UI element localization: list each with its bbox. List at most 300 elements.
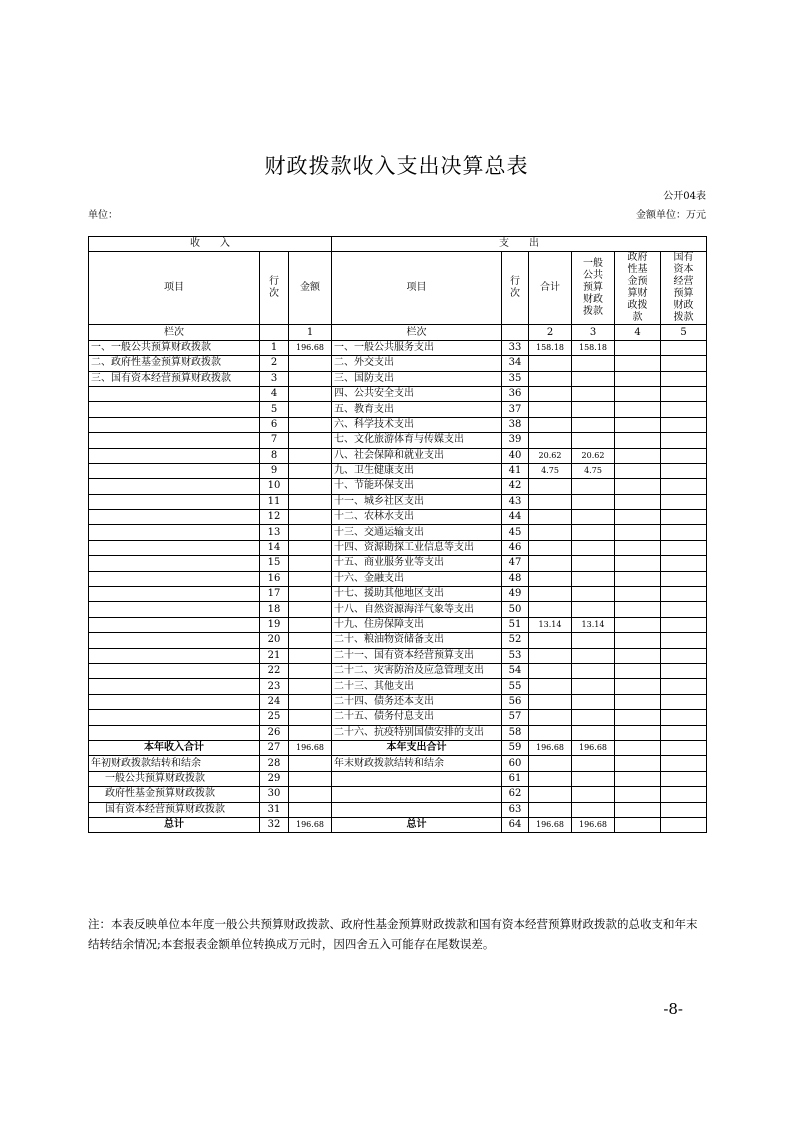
- general-budget-amount: [572, 433, 615, 448]
- column-index-blank: [502, 325, 529, 340]
- table-row: [89, 633, 707, 648]
- fund-budget-amount: [615, 448, 661, 463]
- total-amount: [529, 710, 572, 725]
- expense-item: 总计: [332, 817, 502, 832]
- column-index-1: 1: [289, 325, 332, 340]
- fund-budget-amount: [615, 540, 661, 555]
- table-row: [89, 756, 707, 771]
- footnote: 注：本表反映单位本年度一般公共预算财政拨款、政府性基金预算财政拨款和国有资本经营预算财政拨款的总收支和年末结转结余情况;本套报表金额单位转换成万元时，因四舍五入可能存在尾数误差。: [88, 917, 698, 951]
- column-index-5: 5: [661, 325, 707, 340]
- state-capital-amount: [661, 633, 707, 648]
- state-capital-amount: [661, 725, 707, 740]
- income-amount: [289, 710, 332, 725]
- income-row-no: 20: [260, 633, 289, 648]
- income-row-no: 11: [260, 494, 289, 509]
- amount-unit-label: 金额单位：万元: [636, 210, 706, 221]
- total-amount: [529, 587, 572, 602]
- fund-budget-amount: [615, 494, 661, 509]
- state-capital-amount: [661, 340, 707, 355]
- expense-item: [332, 802, 502, 817]
- total-amount: [529, 540, 572, 555]
- expense-row-no: 60: [502, 756, 529, 771]
- income-row-no: 30: [260, 787, 289, 802]
- expense-item: 二、外交支出: [332, 356, 502, 371]
- column-index-label: 栏次: [89, 325, 260, 340]
- income-item: [89, 417, 260, 432]
- general-budget-amount: 13.14: [572, 617, 615, 632]
- fund-budget-amount: [615, 510, 661, 525]
- fund-budget-amount: [615, 679, 661, 694]
- fund-budget-amount: [615, 787, 661, 802]
- table-row: [89, 648, 707, 663]
- fund-budget-amount: [615, 663, 661, 678]
- income-row-no: 29: [260, 771, 289, 786]
- expense-item: 二十六、抗疫特别国债安排的支出: [332, 725, 502, 740]
- income-row-no: 14: [260, 540, 289, 555]
- total-amount: [529, 679, 572, 694]
- expense-row-no: 50: [502, 602, 529, 617]
- expense-item: 七、文化旅游体育与传媒支出: [332, 433, 502, 448]
- income-row-no: 22: [260, 663, 289, 678]
- table-row: [89, 571, 707, 586]
- total-amount: [529, 494, 572, 509]
- expense-item: 二十三、其他支出: [332, 679, 502, 694]
- income-item: 本年收入合计: [89, 740, 260, 755]
- state-capital-amount: [661, 587, 707, 602]
- expense-row-no: 43: [502, 494, 529, 509]
- table-row: [89, 371, 707, 386]
- expense-item: 一、一般公共服务支出: [332, 340, 502, 355]
- general-budget-amount: [572, 802, 615, 817]
- table-row: [89, 617, 707, 632]
- state-capital-amount: [661, 617, 707, 632]
- expense-row-no: 61: [502, 771, 529, 786]
- expense-row-no: 40: [502, 448, 529, 463]
- general-budget-amount: [572, 540, 615, 555]
- expense-row-no: 57: [502, 710, 529, 725]
- total-amount: [529, 571, 572, 586]
- general-budget-amount: [572, 556, 615, 571]
- table-row: [89, 725, 707, 740]
- expense-row-no: 33: [502, 340, 529, 355]
- column-index-blank: [260, 325, 289, 340]
- income-amount: [289, 510, 332, 525]
- state-capital-amount: [661, 817, 707, 832]
- table-row: [89, 510, 707, 525]
- income-item: [89, 617, 260, 632]
- table-row: [89, 602, 707, 617]
- income-row-no: 3: [260, 371, 289, 386]
- table-row: [89, 433, 707, 448]
- income-row-no: 5: [260, 402, 289, 417]
- expense-row-no: 63: [502, 802, 529, 817]
- fund-budget-amount: [615, 740, 661, 755]
- income-amount: 196.68: [289, 740, 332, 755]
- expense-item: [332, 787, 502, 802]
- income-amount: [289, 386, 332, 401]
- total-header: 合计: [529, 252, 572, 325]
- state-capital-amount: [661, 448, 707, 463]
- state-capital-amount: [661, 740, 707, 755]
- expense-item-header: 项目: [332, 252, 502, 325]
- expense-item: 八、社会保障和就业支出: [332, 448, 502, 463]
- income-amount: [289, 771, 332, 786]
- state-capital-header: 国有 资本 经营 预算 财政 拨款: [661, 252, 707, 325]
- general-budget-amount: [572, 787, 615, 802]
- total-amount: [529, 417, 572, 432]
- income-item: 一、一般公共预算财政拨款: [89, 340, 260, 355]
- expense-item: [332, 771, 502, 786]
- expense-item: 五、教育支出: [332, 402, 502, 417]
- income-row-no: 32: [260, 817, 289, 832]
- fund-budget-amount: [615, 602, 661, 617]
- expense-item: 十五、商业服务业等支出: [332, 556, 502, 571]
- expense-item: 十三、交通运输支出: [332, 525, 502, 540]
- income-amount-header: 金额: [289, 252, 332, 325]
- fund-budget-amount: [615, 433, 661, 448]
- income-item: [89, 494, 260, 509]
- table-row: [89, 386, 707, 401]
- income-amount: [289, 448, 332, 463]
- table-row: [89, 417, 707, 432]
- expense-item: 二十二、灾害防治及应急管理支出: [332, 663, 502, 678]
- general-budget-amount: 196.68: [572, 817, 615, 832]
- income-row-no: 27: [260, 740, 289, 755]
- income-item: [89, 402, 260, 417]
- state-capital-amount: [661, 802, 707, 817]
- total-amount: 196.68: [529, 740, 572, 755]
- income-row-no: 24: [260, 694, 289, 709]
- income-item: 三、国有资本经营预算财政拨款: [89, 371, 260, 386]
- total-amount: [529, 802, 572, 817]
- state-capital-amount: [661, 371, 707, 386]
- general-budget-amount: [572, 710, 615, 725]
- expense-row-no: 36: [502, 386, 529, 401]
- total-amount: [529, 510, 572, 525]
- fund-budget-amount: [615, 756, 661, 771]
- general-budget-amount: 4.75: [572, 463, 615, 478]
- income-amount: [289, 479, 332, 494]
- income-amount: [289, 556, 332, 571]
- income-row-no: 17: [260, 587, 289, 602]
- expense-item: 本年支出合计: [332, 740, 502, 755]
- total-amount: [529, 356, 572, 371]
- income-amount: 196.68: [289, 340, 332, 355]
- state-capital-amount: [661, 787, 707, 802]
- income-amount: [289, 663, 332, 678]
- general-budget-amount: [572, 587, 615, 602]
- expense-item: 二十、粮油物资储备支出: [332, 633, 502, 648]
- income-item: [89, 386, 260, 401]
- total-amount: [529, 725, 572, 740]
- expense-row-no: 47: [502, 556, 529, 571]
- income-item: [89, 694, 260, 709]
- income-item: 年初财政拨款结转和结余: [89, 756, 260, 771]
- income-item: [89, 525, 260, 540]
- income-amount: [289, 540, 332, 555]
- general-budget-amount: [572, 402, 615, 417]
- income-amount: [289, 463, 332, 478]
- table-row: [89, 771, 707, 786]
- income-item: 国有资本经营预算财政拨款: [89, 802, 260, 817]
- income-row-no: 28: [260, 756, 289, 771]
- income-item: [89, 479, 260, 494]
- expense-row-no: 38: [502, 417, 529, 432]
- income-row-no: 23: [260, 679, 289, 694]
- income-row-no: 13: [260, 525, 289, 540]
- income-amount: [289, 787, 332, 802]
- expense-row-no: 49: [502, 587, 529, 602]
- fund-budget-amount: [615, 725, 661, 740]
- fund-budget-amount: [615, 648, 661, 663]
- expense-item: 十九、住房保障支出: [332, 617, 502, 632]
- fund-budget-amount: [615, 463, 661, 478]
- table-row: [89, 402, 707, 417]
- income-amount: [289, 433, 332, 448]
- general-budget-amount: [572, 663, 615, 678]
- state-capital-amount: [661, 710, 707, 725]
- total-amount: [529, 525, 572, 540]
- total-amount: 20.62: [529, 448, 572, 463]
- fund-budget-amount: [615, 587, 661, 602]
- income-row-no: 18: [260, 602, 289, 617]
- general-budget-amount: [572, 479, 615, 494]
- expense-row-no: 54: [502, 663, 529, 678]
- expense-item: 十、节能环保支出: [332, 479, 502, 494]
- expense-row-no: 35: [502, 371, 529, 386]
- table-row: [89, 679, 707, 694]
- state-capital-amount: [661, 756, 707, 771]
- income-header: 收 入: [89, 237, 332, 252]
- expense-item: 十一、城乡社区支出: [332, 494, 502, 509]
- general-budget-amount: [572, 510, 615, 525]
- table-row: [89, 587, 707, 602]
- income-amount: [289, 602, 332, 617]
- total-amount: [529, 787, 572, 802]
- column-index-3: 3: [572, 325, 615, 340]
- fund-budget-amount: [615, 710, 661, 725]
- table-row: [89, 710, 707, 725]
- income-item: [89, 663, 260, 678]
- income-item: 政府性基金预算财政拨款: [89, 787, 260, 802]
- expense-row-no: 46: [502, 540, 529, 555]
- income-item: [89, 556, 260, 571]
- expense-row-no: 42: [502, 479, 529, 494]
- general-budget-header: 一般 公共 预算 财政 拨款: [572, 252, 615, 325]
- fund-budget-amount: [615, 617, 661, 632]
- fund-budget-amount: [615, 371, 661, 386]
- income-row-no: 15: [260, 556, 289, 571]
- general-budget-amount: [572, 417, 615, 432]
- income-amount: [289, 694, 332, 709]
- income-amount: [289, 756, 332, 771]
- total-amount: [529, 663, 572, 678]
- expense-row-no: 51: [502, 617, 529, 632]
- expense-item: 十四、资源勘探工业信息等支出: [332, 540, 502, 555]
- income-amount: [289, 648, 332, 663]
- income-row-no: 19: [260, 617, 289, 632]
- income-item: [89, 433, 260, 448]
- expense-row-no: 44: [502, 510, 529, 525]
- fund-budget-amount: [615, 356, 661, 371]
- expense-item: 二十五、债务付息支出: [332, 710, 502, 725]
- unit-label: 单位：: [88, 210, 118, 221]
- state-capital-amount: [661, 402, 707, 417]
- general-budget-amount: [572, 771, 615, 786]
- general-budget-amount: [572, 648, 615, 663]
- general-budget-amount: [572, 386, 615, 401]
- income-amount: [289, 371, 332, 386]
- total-amount: [529, 479, 572, 494]
- general-budget-amount: [572, 356, 615, 371]
- expense-item: 四、公共安全支出: [332, 386, 502, 401]
- income-amount: [289, 617, 332, 632]
- state-capital-amount: [661, 386, 707, 401]
- expense-row-no: 37: [502, 402, 529, 417]
- income-amount: [289, 525, 332, 540]
- income-amount: [289, 571, 332, 586]
- state-capital-amount: [661, 540, 707, 555]
- income-amount: [289, 679, 332, 694]
- income-row-no: 16: [260, 571, 289, 586]
- expense-item: 六、科学技术支出: [332, 417, 502, 432]
- column-index-label: 栏次: [332, 325, 502, 340]
- total-amount: 4.75: [529, 463, 572, 478]
- general-budget-amount: 20.62: [572, 448, 615, 463]
- fund-budget-amount: [615, 694, 661, 709]
- state-capital-amount: [661, 463, 707, 478]
- expense-row-no: 52: [502, 633, 529, 648]
- income-row-no: 2: [260, 356, 289, 371]
- table-body: [89, 340, 707, 833]
- total-amount: [529, 386, 572, 401]
- general-budget-amount: 196.68: [572, 740, 615, 755]
- income-row-no: 10: [260, 479, 289, 494]
- table-row: [89, 448, 707, 463]
- expense-row-no: 39: [502, 433, 529, 448]
- income-row-no: 1: [260, 340, 289, 355]
- expense-row-no: 59: [502, 740, 529, 755]
- general-budget-amount: [572, 633, 615, 648]
- state-capital-amount: [661, 679, 707, 694]
- expense-row-no: 34: [502, 356, 529, 371]
- expense-item: 二十一、国有资本经营预算支出: [332, 648, 502, 663]
- total-amount: [529, 756, 572, 771]
- table-row: [89, 340, 707, 355]
- income-item: 一般公共预算财政拨款: [89, 771, 260, 786]
- state-capital-amount: [661, 556, 707, 571]
- fund-budget-amount: [615, 771, 661, 786]
- state-capital-amount: [661, 417, 707, 432]
- general-budget-amount: [572, 371, 615, 386]
- expense-row-no-header: 行 次: [502, 252, 529, 325]
- page-title: 财政拨款收入支出决算总表: [264, 154, 529, 178]
- total-amount: 158.18: [529, 340, 572, 355]
- income-amount: [289, 402, 332, 417]
- income-item: [89, 602, 260, 617]
- expense-row-no: 55: [502, 679, 529, 694]
- column-index-4: 4: [615, 325, 661, 340]
- total-amount: [529, 602, 572, 617]
- table-row: [89, 463, 707, 478]
- income-row-no: 6: [260, 417, 289, 432]
- income-item: [89, 510, 260, 525]
- expense-item: 九、卫生健康支出: [332, 463, 502, 478]
- fund-budget-header: 政府 性基 金预 算财 政拨 款: [615, 252, 661, 325]
- expense-row-no: 45: [502, 525, 529, 540]
- total-amount: 13.14: [529, 617, 572, 632]
- income-amount: [289, 802, 332, 817]
- state-capital-amount: [661, 356, 707, 371]
- fund-budget-amount: [615, 525, 661, 540]
- expense-row-no: 41: [502, 463, 529, 478]
- income-amount: [289, 587, 332, 602]
- income-row-no: 8: [260, 448, 289, 463]
- income-row-no: 31: [260, 802, 289, 817]
- fund-budget-amount: [615, 417, 661, 432]
- income-item: [89, 710, 260, 725]
- general-budget-amount: [572, 694, 615, 709]
- income-item: [89, 448, 260, 463]
- table-row: [89, 787, 707, 802]
- appropriation-summary-table: [88, 236, 707, 833]
- state-capital-amount: [661, 433, 707, 448]
- fund-budget-amount: [615, 479, 661, 494]
- general-budget-amount: [572, 525, 615, 540]
- expense-row-no: 58: [502, 725, 529, 740]
- table-row: [89, 494, 707, 509]
- general-budget-amount: 158.18: [572, 340, 615, 355]
- general-budget-amount: [572, 679, 615, 694]
- state-capital-amount: [661, 648, 707, 663]
- income-item: [89, 633, 260, 648]
- state-capital-amount: [661, 494, 707, 509]
- state-capital-amount: [661, 771, 707, 786]
- income-item: [89, 648, 260, 663]
- expense-row-no: 53: [502, 648, 529, 663]
- state-capital-amount: [661, 479, 707, 494]
- income-item: 二、政府性基金预算财政拨款: [89, 356, 260, 371]
- expense-header: 支 出: [332, 237, 707, 252]
- expense-item: 十六、金融支出: [332, 571, 502, 586]
- income-item: [89, 463, 260, 478]
- expense-item: 十七、援助其他地区支出: [332, 587, 502, 602]
- income-amount: [289, 633, 332, 648]
- fund-budget-amount: [615, 817, 661, 832]
- fund-budget-amount: [615, 802, 661, 817]
- income-item-header: 项目: [89, 252, 260, 325]
- income-amount: [289, 417, 332, 432]
- income-row-no: 12: [260, 510, 289, 525]
- income-row-no-header: 行 次: [260, 252, 289, 325]
- total-amount: [529, 771, 572, 786]
- expense-item: 十二、农林水支出: [332, 510, 502, 525]
- table-row: [89, 802, 707, 817]
- expense-row-no: 48: [502, 571, 529, 586]
- income-row-no: 25: [260, 710, 289, 725]
- total-amount: [529, 633, 572, 648]
- income-row-no: 7: [260, 433, 289, 448]
- state-capital-amount: [661, 571, 707, 586]
- income-item: [89, 540, 260, 555]
- state-capital-amount: [661, 602, 707, 617]
- income-amount: [289, 356, 332, 371]
- total-amount: [529, 694, 572, 709]
- column-index-2: 2: [529, 325, 572, 340]
- total-amount: [529, 402, 572, 417]
- fund-budget-amount: [615, 633, 661, 648]
- income-amount: [289, 494, 332, 509]
